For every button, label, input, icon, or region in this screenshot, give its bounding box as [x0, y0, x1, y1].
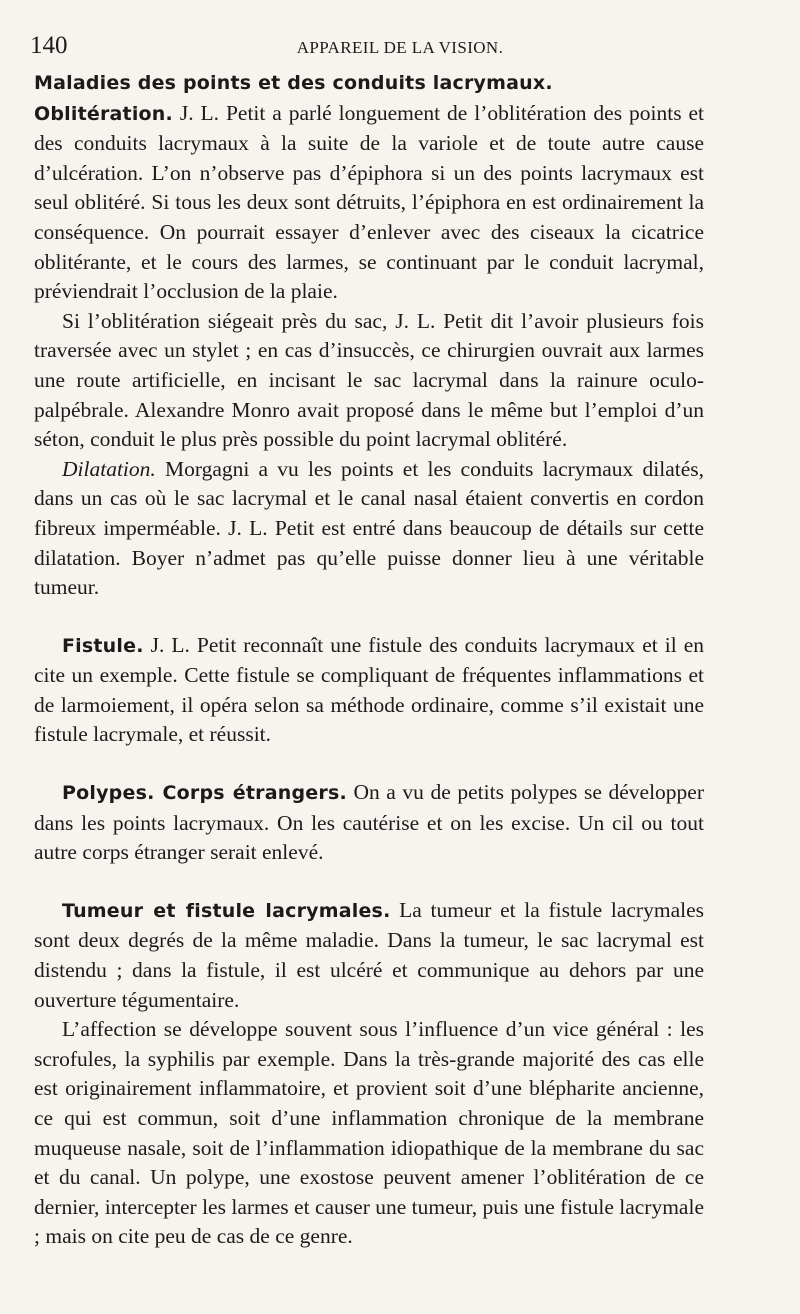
paragraph-text: On a vu de petits polypes se développer dans les points lacrymaux. On les cautérise et on les excise. Un cil ou tout autre corps étranger serait enlevé. [34, 780, 704, 865]
page-header [30, 30, 770, 64]
section-heading: Polypes. Corps étrangers. [62, 782, 347, 805]
paragraph-text: J. L. Petit reconnaît une fistule des conduits lacrymaux et il en cite un exemple. Cette fistule se compliquant de fréquentes inflammations et de larmoiement, il opéra selon sa méthode ordinaire, comme s’il existait une fistule lacrymale, et réussit. [34, 632, 704, 747]
section-heading: Tumeur et fistule lacrymales. [62, 899, 391, 922]
running-title: APPAREIL DE LA VISION. [296, 38, 504, 57]
section-tumeur-paragraph-1 [34, 896, 704, 1015]
paragraph-text: La tumeur et la fistule lacrymales sont deux degrés de la même maladie. Dans la tumeur, le sac lacrymal est distendu ; dans la fistule, il est ulcéré et communique au dehors par une ouverture tégumentaire. [34, 897, 704, 1012]
section-lacrymal-points-paragraph-1 [34, 68, 704, 307]
section-lacrymal-points-paragraph-2: Si l’oblitération siégeait près du sac, J. L. Petit dit l’avoir plusieurs fois traversée avec un stylet ; en cas d’insuccès, ce chirurgien ouvrait aux larmes une route artificielle, en incisant le sac lacrymal dans la rainure oculo-palpébrale. Alexandre Monro avait proposé dans le même but l’emploi d’un séton, conduit le plus près possible du point lacrymal oblitéré. [34, 308, 704, 452]
section-lacrymal-points-paragraph-3 [34, 455, 704, 603]
page-body [34, 68, 704, 1252]
dilatation-label: Dilatation. [62, 456, 156, 481]
section-heading: Maladies des points et des conduits lacrymaux. [34, 72, 553, 94]
subsection-heading: Oblitération. [34, 102, 173, 125]
page-number: 140 [30, 32, 68, 59]
section-heading: Fistule. [62, 634, 144, 657]
section-polypes [34, 778, 704, 868]
paragraph-text: J. L. Petit a parlé longuement de l’oblitération des points et des conduits lacrymaux à la suite de la variole et de toute autre cause d’ulcération. L’on n’observe pas d’épiphora si un des points lacrymaux est seul oblitéré. Si tous les deux sont détruits, l’épiphora en est ordinairement la conséquence. On pourrait essayer d’enlever avec des ciseaux la cicatrice oblitérante, et le cours des larmes, se continuant par le conduit lacrymal, préviendrait l’occlusion de la plaie. [34, 100, 704, 304]
paragraph-text: Morgagni a vu les points et les conduits lacrymaux dilatés, dans un cas où le sac lacrymal et le canal nasal étaient convertis en cordon fibreux imperméable. J. L. Petit est entré dans beaucoup de détails sur cette dilatation. Boyer n’admet pas qu’elle puisse donner lieu à une véritable tumeur. [34, 456, 704, 600]
section-tumeur-paragraph-2: L’affection se développe souvent sous l’influence d’un vice général : les scrofules, la syphilis par exemple. Dans la très-grande majorité des cas elle est originairement inflammatoire, et provient soit d’une blépharite ancienne, ce qui est commun, soit d’une inflammation chronique de la membrane muqueuse nasale, soit de l’inflammation idiopathique de la membrane du sac et du canal. Un polype, une exostose peuvent amener l’oblitération de ce dernier, intercepter les larmes et causer une tumeur, puis une fistule lacrymale ; mais on cite peu de cas de ce genre. [34, 1017, 704, 1249]
section-fistule [34, 631, 704, 750]
